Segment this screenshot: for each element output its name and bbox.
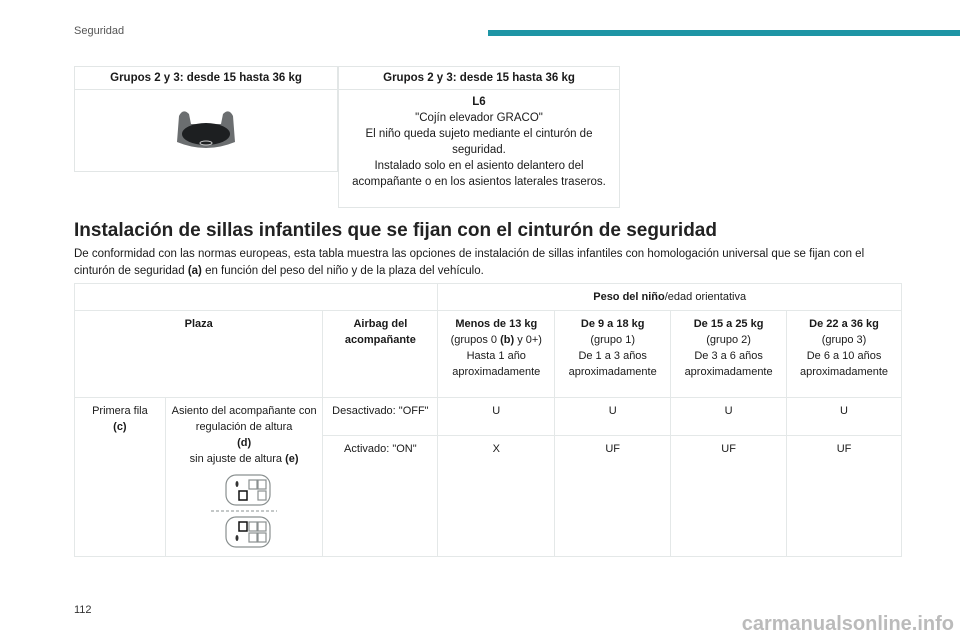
col-group: (grupo 2) [706,334,751,346]
seat-name: "Cojín elevador GRACO" [415,112,543,124]
col-age: De 1 a 3 años aproximadamente [568,350,657,378]
on-value: UF [671,436,787,557]
car-seat-diagram-icon [209,473,279,549]
header-accent-bar [488,30,960,36]
col-title: De 9 a 18 kg [580,318,645,330]
col-title: Menos de 13 kg [455,318,538,330]
seat-code: L6 [472,96,486,108]
booster-seat-image [171,106,241,156]
watermark: carmanualsonline.info [741,613,954,635]
col-header [438,311,555,398]
ref-d: (d) [237,437,252,449]
booster-info-box [338,66,620,208]
seat-desc-1: El niño queda sujeto mediante el cinturón de seguridad. [365,128,593,156]
col-group: (grupo 1) [590,334,635,346]
box-title: Grupos 2 y 3: desde 15 hasta 36 kg [339,67,619,90]
empty-cell [75,284,438,311]
row-label-text: Primera fila [92,405,148,417]
row-label [75,398,166,557]
intro-part: en función del peso del niño y de la plaza del vehículo. [201,265,484,277]
weight-label: Peso del niño [593,291,665,303]
plaza-header: Plaza [75,311,323,398]
intro-part: De conformidad con las normas europeas, esta tabla muestra las opciones de instalación de sillas infantiles con homologación universal que se fijan con el cinturón de seguridad [74,248,865,277]
col-title: De 15 a 25 kg [693,318,764,330]
age-label: /edad orientativa [664,291,747,303]
col-group: (grupo 3) [821,334,867,346]
col-age: De 3 a 6 años aproximadamente [684,350,773,378]
on-value: UF [555,436,671,557]
ref-c: (c) [113,421,127,433]
off-value: U [438,398,555,436]
off-value: U [671,398,787,436]
col-age: De 6 a 10 años aproximadamente [799,350,889,378]
seat-desc-2: Instalado solo en el asiento delantero del acompañante o en los asientos laterales traseros. [352,160,606,188]
airbag-off: Desactivado: "OFF" [323,398,438,436]
seat-text: Asiento del acompañante con regulación de altura [171,405,317,433]
col-header [787,311,902,398]
booster-image-box [74,66,338,172]
ref-a: (a) [187,265,202,277]
intro-text [74,246,904,280]
on-value: X [438,436,555,557]
page-number: 112 [74,604,92,616]
ref-b: (b) [500,334,515,346]
col-header [671,311,787,398]
ref-e: (e) [285,453,299,465]
col-header [555,311,671,398]
table-row [75,311,902,398]
airbag-header: Airbag del acompañante [323,311,438,398]
off-value: U [787,398,902,436]
seat-cell [165,398,323,557]
box-title: Grupos 2 y 3: desde 15 hasta 36 kg [75,67,337,90]
col-title: De 22 a 36 kg [809,318,879,330]
weight-header [438,284,902,311]
airbag-on: Activado: "ON" [323,436,438,557]
seat-text: sin ajuste de altura [189,453,286,465]
table-row [75,398,902,436]
col-group: (grupos 0 [450,334,501,346]
on-value: UF [787,436,902,557]
off-value: U [555,398,671,436]
col-age: Hasta 1 año aproximadamente [452,350,541,378]
section-title: Instalación de sillas infantiles que se fijan con el cinturón de seguridad [74,220,717,241]
section-header: Seguridad [74,25,125,37]
installation-table [74,283,902,557]
table-row [75,284,902,311]
col-group: y 0+) [514,334,542,346]
